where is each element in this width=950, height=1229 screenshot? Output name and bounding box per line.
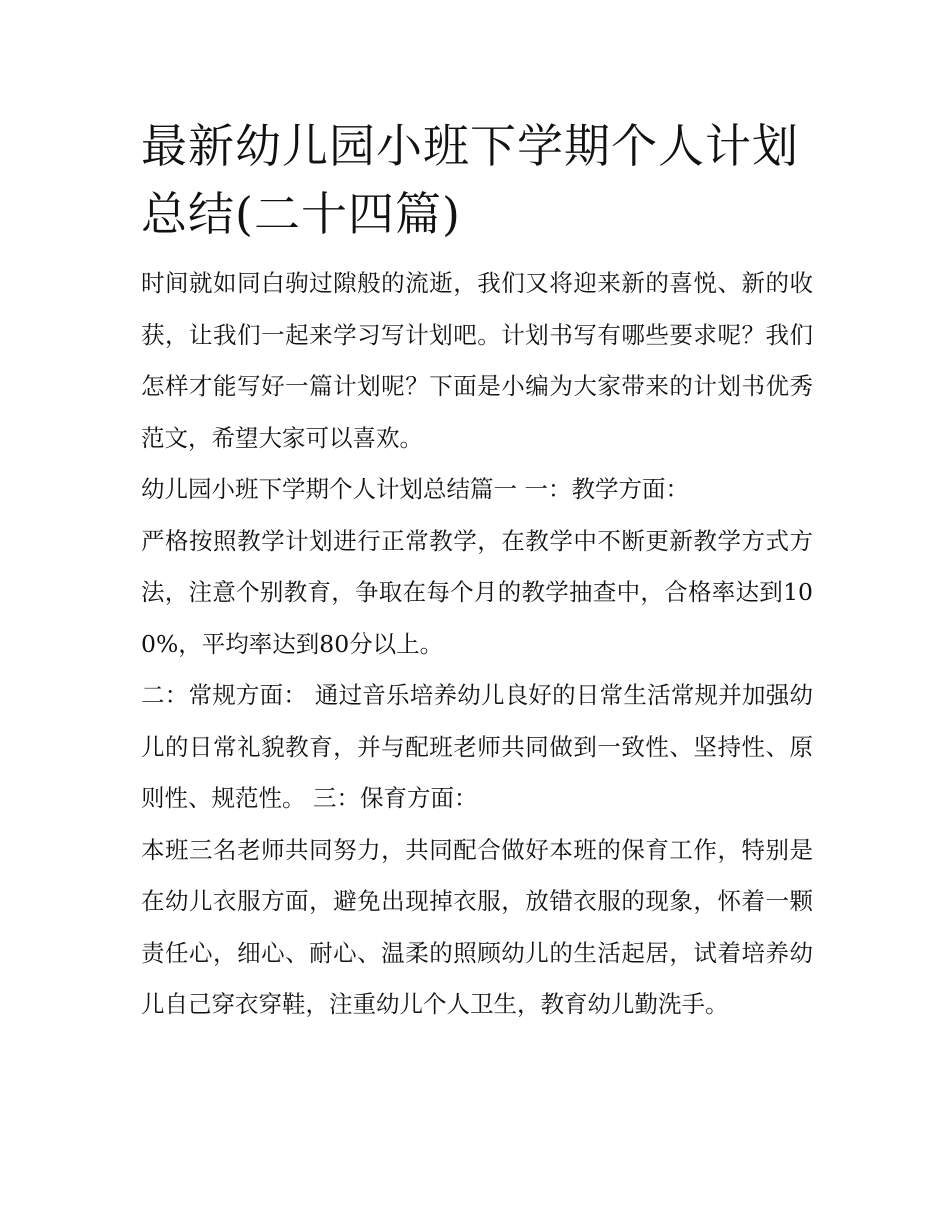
teaching-paragraph: 严格按照教学计划进行正常教学，在教学中不断更新教学方式方法，注意个别教育，争取在每个月的教学抽查中，合格率达到100%，平均率达到80分以上。 xyxy=(141,526,813,658)
document-page xyxy=(141,112,813,1031)
document-title: 最新幼儿园小班下学期个人计划总结(二十四篇) xyxy=(141,119,799,241)
care-paragraph: 本班三名老师共同努力，共同配合做好本班的保育工作，特别是在幼儿衣服方面，避免出现掉衣服，放错衣服的现象，怀着一颗责任心，细心、耐心、温柔的照顾幼儿的生活起居，试着培养幼儿自己穿衣穿鞋，注重幼儿个人卫生，教育幼儿勤洗手。 xyxy=(141,835,813,1018)
intro-paragraph: 时间就如同白驹过隙般的流逝，我们又将迎来新的喜悦、新的收获，让我们一起来学习写计划吧。计划书写有哪些要求呢？我们怎样才能写好一篇计划呢？下面是小编为大家带来的计划书优秀范文，希望大家可以喜欢。 xyxy=(141,269,813,452)
routine-paragraph: 二：常规方面： 通过音乐培养幼儿良好的日常生活常规并加强幼儿的日常礼貌教育，并与配班老师共同做到一致性、坚持性、原则性、规范性。 三：保育方面： xyxy=(141,681,813,812)
section-heading-teaching: 幼儿园小班下学期个人计划总结篇一 一：教学方面： xyxy=(141,475,689,503)
document-body xyxy=(141,258,813,1031)
